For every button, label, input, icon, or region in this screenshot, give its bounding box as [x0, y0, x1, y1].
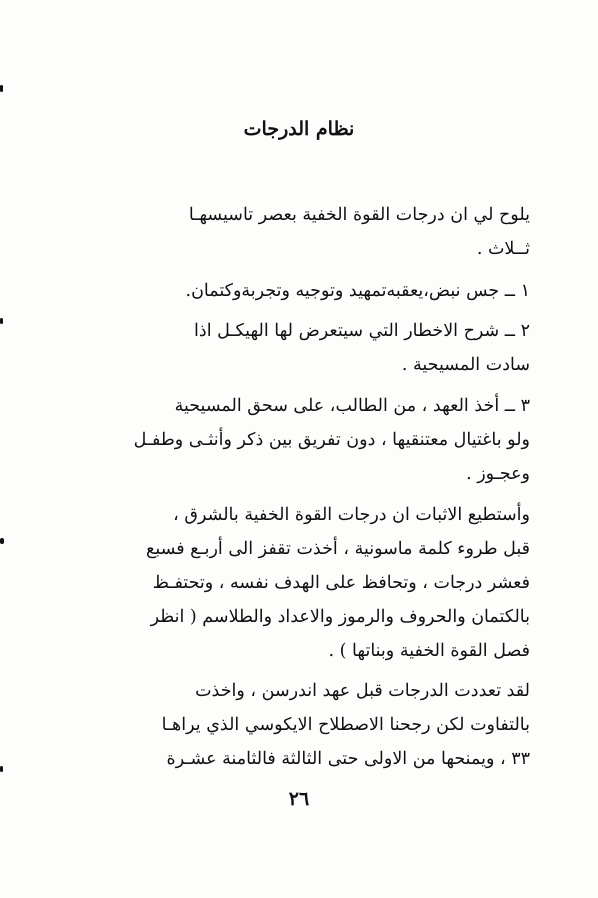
page-edge-mark — [0, 85, 3, 92]
list-item-3 — [70, 389, 530, 491]
text-line: فعشر درجات ، وتحافظ على الهدف نفسه ، وتحتفـظ — [152, 573, 530, 593]
text-line: ثــلاث . — [476, 239, 530, 259]
text-line: ٢ ــ شرح الاخطار التي سيتعرض لها الهيكـل اذا — [194, 321, 530, 341]
list-item-1 — [70, 274, 530, 308]
text-line: وأستطيع الاثبات ان درجات القوة الخفية بالشرق ، — [173, 505, 530, 525]
page-title: نظام الدرجات — [243, 118, 355, 140]
text-line: بالكتمان والحروف والرموز والاعداد والطلاسم ( انظر — [150, 607, 530, 627]
text-line: وعجـوز . — [466, 464, 530, 484]
paragraph-degrees — [70, 674, 530, 776]
page-number: ٢٦ — [288, 788, 310, 810]
text-line: ولو باغتيال معتنقيها ، دون تفريق بين ذكر وأنثـى وطفـل — [133, 430, 530, 450]
paragraph-intro — [70, 198, 530, 266]
text-line: ١ ــ جس نبض،يعقبه‌تمهيد وتوجيه وتجربة‌وكتمان. — [185, 281, 530, 301]
text-line: يلوح لي ان درجات القوة الخفية بعصر تاسيسهـا — [188, 205, 530, 225]
page-edge-mark — [0, 538, 4, 544]
text-line: بالتفاوت لكن رجحنا الاصطلاح الايكوسي الذي يراهـا — [161, 715, 530, 735]
page-edge-mark — [0, 318, 3, 324]
text-line: سادت المسيحية . — [401, 355, 530, 375]
text-line: فصل القوة الخفية وبناتها ) . — [328, 641, 530, 661]
text-line: ٣ ــ أخذ العهد ، من الطالب، على سحق المسيحية — [174, 396, 530, 416]
list-item-2 — [70, 314, 530, 382]
page-edge-mark — [0, 766, 3, 772]
paragraph-evidence — [70, 498, 530, 668]
text-line: ٣٣ ، ويمنحها من الاولى حتى الثالثة فالثامنة عشـرة — [166, 749, 530, 769]
text-line: لقد تعددت الدرجات قبل عهد اندرسن ، واخذت — [195, 681, 530, 701]
text-line: قبل طروء كلمة ماسونية ، أخذت تقفز الى أربـع فسبع — [146, 539, 530, 559]
